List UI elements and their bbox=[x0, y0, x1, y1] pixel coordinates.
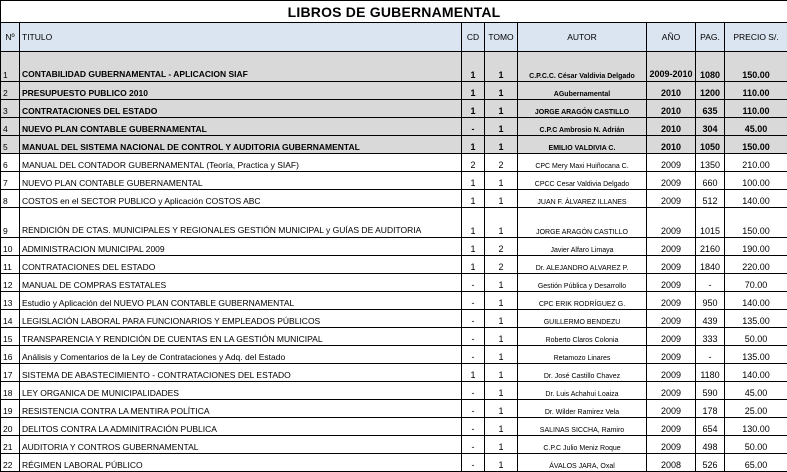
cell-pag: 654 bbox=[696, 418, 725, 436]
cell-titulo: MANUAL DE COMPRAS ESTATALES bbox=[20, 274, 462, 292]
cell-cd: - bbox=[462, 436, 485, 454]
cell-num: 3 bbox=[1, 100, 20, 118]
header-precio: PRECIO S/. bbox=[725, 23, 787, 52]
cell-precio: 135.00 bbox=[725, 310, 787, 328]
cell-cd: - bbox=[462, 292, 485, 310]
cell-titulo: PRESUPUESTO PUBLICO 2010 bbox=[20, 82, 462, 100]
header-anio: AÑO bbox=[647, 23, 696, 52]
cell-anio: 2010 bbox=[647, 100, 696, 118]
cell-titulo: LEGISLACIÓN LABORAL PARA FUNCIONARIOS Y EMPLEADOS PÚBLICOS bbox=[20, 310, 462, 328]
cell-cd: - bbox=[462, 418, 485, 436]
title-row bbox=[1, 1, 787, 23]
cell-pag: 635 bbox=[696, 100, 725, 118]
header-autor: AUTOR bbox=[518, 23, 647, 52]
cell-autor: Dr. Wilder Ramirez Vela bbox=[518, 400, 647, 418]
cell-titulo: ADMINISTRACION MUNICIPAL 2009 bbox=[20, 238, 462, 256]
cell-autor: Dr. Luis Achahui Loaiza bbox=[518, 382, 647, 400]
cell-titulo: CONTRATACIONES DEL ESTADO bbox=[20, 100, 462, 118]
cell-titulo: CONTRATACIONES DEL ESTADO bbox=[20, 256, 462, 274]
cell-titulo: LEY ORGANICA DE MUNICIPALIDADES bbox=[20, 382, 462, 400]
cell-anio: 2009 bbox=[647, 238, 696, 256]
cell-titulo: DELITOS CONTRA LA ADMINITRACIÓN PUBLICA bbox=[20, 418, 462, 436]
table-row bbox=[1, 238, 787, 256]
cell-anio: 2009 bbox=[647, 346, 696, 364]
cell-autor: GUILLERMO BENDEZU bbox=[518, 310, 647, 328]
table-row bbox=[1, 154, 787, 172]
cell-precio: 45.00 bbox=[725, 382, 787, 400]
cell-tomo: 1 bbox=[485, 436, 518, 454]
cell-cd: 1 bbox=[462, 82, 485, 100]
cell-titulo: Análisis y Comentarios de la Ley de Contrataciones y Adq. del Estado bbox=[20, 346, 462, 364]
cell-precio: 140.00 bbox=[725, 364, 787, 382]
cell-precio: 50.00 bbox=[725, 328, 787, 346]
cell-precio: 210.00 bbox=[725, 154, 787, 172]
cell-autor: AGubernamental bbox=[518, 82, 647, 100]
table-row bbox=[1, 100, 787, 118]
cell-num: 19 bbox=[1, 400, 20, 418]
cell-cd: 1 bbox=[462, 52, 485, 82]
cell-num: 10 bbox=[1, 238, 20, 256]
cell-num: 16 bbox=[1, 346, 20, 364]
table-row bbox=[1, 52, 787, 82]
cell-pag: 1050 bbox=[696, 136, 725, 154]
cell-anio: 2009 bbox=[647, 154, 696, 172]
table-row bbox=[1, 274, 787, 292]
cell-autor: Retamozo Linares bbox=[518, 346, 647, 364]
cell-precio: 100.00 bbox=[725, 172, 787, 190]
cell-titulo: MANUAL DEL SISTEMA NACIONAL DE CONTROL Y AUDITORIA GUBERNAMENTAL bbox=[20, 136, 462, 154]
cell-anio: 2009 bbox=[647, 328, 696, 346]
cell-num: 12 bbox=[1, 274, 20, 292]
cell-anio: 2009 bbox=[647, 418, 696, 436]
cell-autor: CPC Mery Maxi Huiñocana C. bbox=[518, 154, 647, 172]
cell-precio: 150.00 bbox=[725, 208, 787, 238]
cell-autor: Roberto Claros Colonia bbox=[518, 328, 647, 346]
cell-tomo: 1 bbox=[485, 454, 518, 472]
cell-cd: - bbox=[462, 382, 485, 400]
cell-autor: CPCC Cesar Valdivia Delgado bbox=[518, 172, 647, 190]
cell-autor: CPC ERIK RODRÍGUEZ G. bbox=[518, 292, 647, 310]
table-row bbox=[1, 400, 787, 418]
cell-titulo: Estudio y Aplicación del NUEVO PLAN CONTABLE GUBERNAMENTAL bbox=[20, 292, 462, 310]
cell-cd: 1 bbox=[462, 136, 485, 154]
cell-num: 18 bbox=[1, 382, 20, 400]
cell-anio: 2009 bbox=[647, 436, 696, 454]
cell-anio: 2009 bbox=[647, 364, 696, 382]
cell-autor: JORGE ARAGÓN CASTILLO bbox=[518, 208, 647, 238]
cell-precio: 140.00 bbox=[725, 190, 787, 208]
cell-pag: 512 bbox=[696, 190, 725, 208]
cell-anio: 2010 bbox=[647, 118, 696, 136]
table-row bbox=[1, 454, 787, 472]
cell-precio: 220.00 bbox=[725, 256, 787, 274]
cell-anio: 2009 bbox=[647, 208, 696, 238]
table-row bbox=[1, 82, 787, 100]
cell-anio: 2009 bbox=[647, 256, 696, 274]
cell-precio: 150.00 bbox=[725, 136, 787, 154]
cell-cd: 1 bbox=[462, 238, 485, 256]
cell-tomo: 1 bbox=[485, 100, 518, 118]
cell-precio: 135.00 bbox=[725, 346, 787, 364]
cell-precio: 110.00 bbox=[725, 82, 787, 100]
cell-num: 21 bbox=[1, 436, 20, 454]
cell-pag: 1015 bbox=[696, 208, 725, 238]
cell-titulo: NUEVO PLAN CONTABLE GUBERNAMENTAL bbox=[20, 172, 462, 190]
cell-pag: 304 bbox=[696, 118, 725, 136]
cell-tomo: 1 bbox=[485, 82, 518, 100]
cell-tomo: 1 bbox=[485, 136, 518, 154]
cell-precio: 45.00 bbox=[725, 118, 787, 136]
cell-pag: 950 bbox=[696, 292, 725, 310]
cell-anio: 2010 bbox=[647, 82, 696, 100]
cell-num: 2 bbox=[1, 82, 20, 100]
cell-titulo: SISTEMA DE ABASTECIMIENTO - CONTRATACIONES DEL ESTADO bbox=[20, 364, 462, 382]
cell-precio: 65.00 bbox=[725, 454, 787, 472]
cell-titulo: CONTABILIDAD GUBERNAMENTAL - APLICACION SIAF bbox=[20, 52, 462, 82]
cell-autor: Dr. José Castillo Chavez bbox=[518, 364, 647, 382]
cell-num: 7 bbox=[1, 172, 20, 190]
cell-precio: 70.00 bbox=[725, 274, 787, 292]
cell-num: 14 bbox=[1, 310, 20, 328]
cell-anio: 2009 bbox=[647, 190, 696, 208]
cell-cd: 1 bbox=[462, 364, 485, 382]
cell-pag: 498 bbox=[696, 436, 725, 454]
header-titulo: TITULO bbox=[20, 23, 462, 52]
cell-tomo: 2 bbox=[485, 154, 518, 172]
cell-precio: 25.00 bbox=[725, 400, 787, 418]
cell-num: 22 bbox=[1, 454, 20, 472]
cell-num: 11 bbox=[1, 256, 20, 274]
cell-tomo: 1 bbox=[485, 292, 518, 310]
cell-titulo: RENDICIÓN DE CTAS. MUNICIPALES Y REGIONALES GESTIÓN MUNICIPAL y GUÍAS DE AUDITORIA bbox=[20, 208, 462, 238]
cell-cd: - bbox=[462, 310, 485, 328]
cell-anio: 2009 bbox=[647, 382, 696, 400]
cell-precio: 130.00 bbox=[725, 418, 787, 436]
cell-cd: 2 bbox=[462, 154, 485, 172]
cell-pag: 660 bbox=[696, 172, 725, 190]
cell-num: 13 bbox=[1, 292, 20, 310]
table-row bbox=[1, 328, 787, 346]
table-row bbox=[1, 208, 787, 238]
cell-num: 1 bbox=[1, 52, 20, 82]
cell-anio: 2009 bbox=[647, 292, 696, 310]
cell-cd: 1 bbox=[462, 208, 485, 238]
cell-cd: 1 bbox=[462, 172, 485, 190]
cell-autor: EMILIO VALDIVIA C. bbox=[518, 136, 647, 154]
cell-autor: C.P.C.C. César Valdivia Delgado bbox=[518, 52, 647, 82]
cell-pag: 590 bbox=[696, 382, 725, 400]
header-num: Nº bbox=[1, 23, 20, 52]
cell-autor: C.P.C Julio Meniz Roque bbox=[518, 436, 647, 454]
cell-pag: 439 bbox=[696, 310, 725, 328]
cell-precio: 150.00 bbox=[725, 52, 787, 82]
cell-tomo: 1 bbox=[485, 52, 518, 82]
cell-cd: 1 bbox=[462, 256, 485, 274]
cell-titulo: COSTOS en el SECTOR PUBLICO y Aplicación COSTOS ABC bbox=[20, 190, 462, 208]
cell-cd: 1 bbox=[462, 100, 485, 118]
cell-tomo: 2 bbox=[485, 238, 518, 256]
cell-num: 8 bbox=[1, 190, 20, 208]
cell-autor: Gestión Pública y Desarrollo bbox=[518, 274, 647, 292]
cell-anio: 2009 bbox=[647, 172, 696, 190]
cell-autor: ÁVALOS JARA, Oxal bbox=[518, 454, 647, 472]
cell-num: 6 bbox=[1, 154, 20, 172]
cell-titulo: RÉGIMEN LABORAL PÚBLICO bbox=[20, 454, 462, 472]
cell-autor: C.P.C Ambrosio N. Adrián bbox=[518, 118, 647, 136]
cell-tomo: 1 bbox=[485, 190, 518, 208]
cell-autor: SALINAS SICCHA, Ramiro bbox=[518, 418, 647, 436]
cell-num: 4 bbox=[1, 118, 20, 136]
cell-titulo: TRANSPARENCIA Y RENDICIÓN DE CUENTAS EN LA GESTIÓN MUNICIPAL bbox=[20, 328, 462, 346]
cell-tomo: 2 bbox=[485, 256, 518, 274]
cell-pag: 2160 bbox=[696, 238, 725, 256]
cell-pag: 1350 bbox=[696, 154, 725, 172]
cell-tomo: 1 bbox=[485, 364, 518, 382]
cell-anio: 2009 bbox=[647, 400, 696, 418]
cell-tomo: 1 bbox=[485, 328, 518, 346]
cell-pag: 1180 bbox=[696, 364, 725, 382]
table-row bbox=[1, 382, 787, 400]
cell-tomo: 1 bbox=[485, 346, 518, 364]
cell-tomo: 1 bbox=[485, 382, 518, 400]
cell-cd: - bbox=[462, 118, 485, 136]
cell-pag: 333 bbox=[696, 328, 725, 346]
cell-tomo: 1 bbox=[485, 172, 518, 190]
cell-anio: 2009 bbox=[647, 274, 696, 292]
table-row bbox=[1, 418, 787, 436]
cell-tomo: 1 bbox=[485, 208, 518, 238]
cell-cd: - bbox=[462, 328, 485, 346]
table-row bbox=[1, 436, 787, 454]
header-tomo: TOMO bbox=[485, 23, 518, 52]
table-row bbox=[1, 172, 787, 190]
cell-precio: 190.00 bbox=[725, 238, 787, 256]
cell-cd: - bbox=[462, 400, 485, 418]
cell-anio: 2009 bbox=[647, 310, 696, 328]
header-cd: CD bbox=[462, 23, 485, 52]
cell-precio: 110.00 bbox=[725, 100, 787, 118]
cell-pag: - bbox=[696, 274, 725, 292]
cell-cd: - bbox=[462, 274, 485, 292]
cell-num: 9 bbox=[1, 208, 20, 238]
cell-cd: - bbox=[462, 346, 485, 364]
cell-pag: 1840 bbox=[696, 256, 725, 274]
cell-titulo: AUDITORIA Y CONTROS GUBERNAMENTAL bbox=[20, 436, 462, 454]
table-row bbox=[1, 364, 787, 382]
table-row bbox=[1, 346, 787, 364]
sheet-title: LIBROS DE GUBERNAMENTAL bbox=[1, 1, 787, 23]
cell-pag: - bbox=[696, 346, 725, 364]
cell-anio: 2010 bbox=[647, 136, 696, 154]
cell-pag: 1200 bbox=[696, 82, 725, 100]
table-row bbox=[1, 310, 787, 328]
cell-cd: - bbox=[462, 454, 485, 472]
cell-tomo: 1 bbox=[485, 310, 518, 328]
cell-autor: JORGE ARAGÓN CASTILLO bbox=[518, 100, 647, 118]
cell-autor: Dr. ALEJANDRO ALVAREZ P. bbox=[518, 256, 647, 274]
cell-autor: JUAN F. ÁLVAREZ ILLANES bbox=[518, 190, 647, 208]
cell-tomo: 1 bbox=[485, 400, 518, 418]
header-pag: PAG. bbox=[696, 23, 725, 52]
cell-precio: 50.00 bbox=[725, 436, 787, 454]
cell-precio: 140.00 bbox=[725, 292, 787, 310]
cell-num: 15 bbox=[1, 328, 20, 346]
cell-autor: Javier Alfaro Limaya bbox=[518, 238, 647, 256]
cell-num: 17 bbox=[1, 364, 20, 382]
cell-tomo: 1 bbox=[485, 274, 518, 292]
cell-num: 5 bbox=[1, 136, 20, 154]
cell-pag: 178 bbox=[696, 400, 725, 418]
table-row bbox=[1, 136, 787, 154]
cell-tomo: 1 bbox=[485, 418, 518, 436]
table-row bbox=[1, 190, 787, 208]
cell-pag: 526 bbox=[696, 454, 725, 472]
cell-pag: 1080 bbox=[696, 52, 725, 82]
table-row bbox=[1, 118, 787, 136]
cell-titulo: MANUAL DEL CONTADOR GUBERNAMENTAL (Teoría, Practica y SIAF) bbox=[20, 154, 462, 172]
cell-titulo: RESISTENCIA CONTRA LA MENTIRA POLÍTICA bbox=[20, 400, 462, 418]
cell-titulo: NUEVO PLAN CONTABLE GUBERNAMENTAL bbox=[20, 118, 462, 136]
cell-tomo: 1 bbox=[485, 118, 518, 136]
cell-cd: 1 bbox=[462, 190, 485, 208]
table-row bbox=[1, 292, 787, 310]
cell-num: 20 bbox=[1, 418, 20, 436]
cell-anio: 2009-2010 bbox=[647, 52, 696, 82]
header-row bbox=[1, 23, 787, 52]
cell-anio: 2008 bbox=[647, 454, 696, 472]
table-row bbox=[1, 256, 787, 274]
